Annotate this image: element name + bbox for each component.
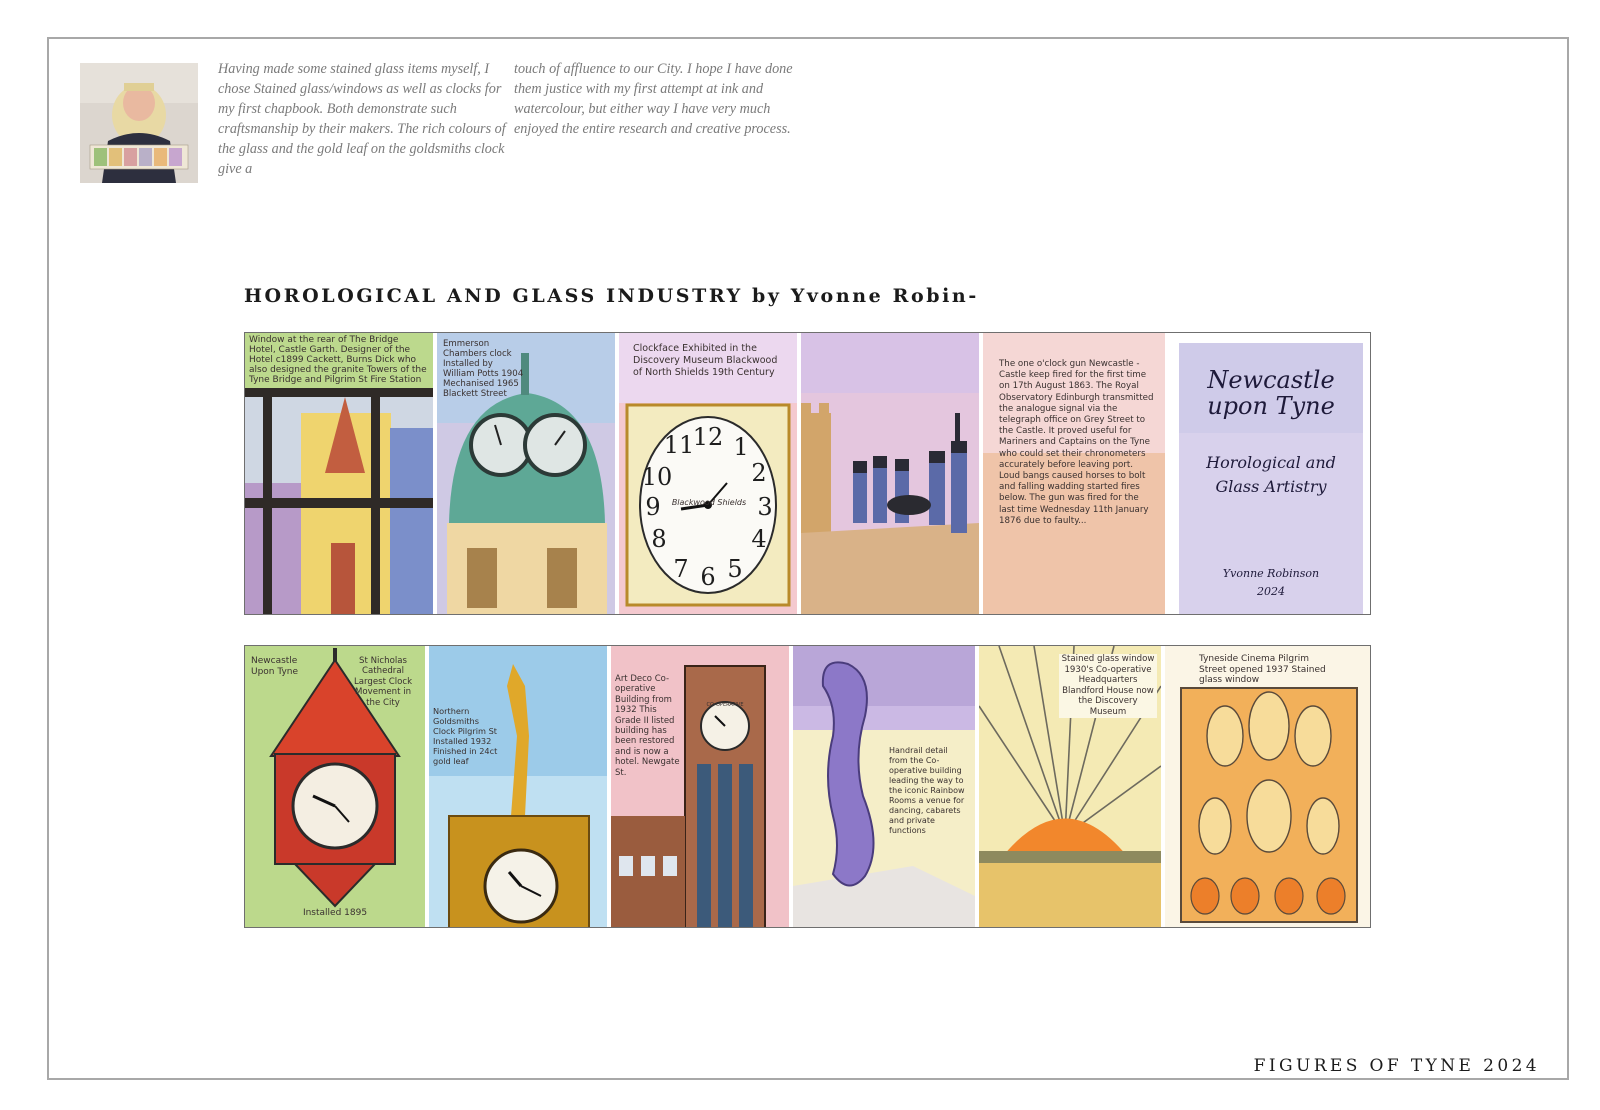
clock-dial-maker-label: Blackwood Shields [671, 498, 747, 507]
panel-7-caption-right: St Nicholas Cathedral Largest Clock Movement in the City [353, 656, 413, 708]
title-page-author: Yvonne Robinson [1222, 567, 1320, 580]
panel-1-caption: Window at the rear of The Bridge Hotel, Castle Garth. Designer of the Hotel c1899 Cackett, Burns Dick who also designed the granite Towers of the Tyne Bridge and Pilgrim St Fire Station [249, 335, 427, 385]
svg-text:4: 4 [751, 525, 767, 553]
chapbook-strip-bottom [244, 645, 1371, 928]
panel-cooperative-handrail [793, 646, 975, 927]
svg-text:2: 2 [751, 459, 767, 487]
svg-text:12: 12 [692, 423, 724, 451]
svg-text:9: 9 [645, 493, 661, 521]
panel-northern-goldsmiths-clock [429, 646, 607, 927]
section-heading: HOROLOGICAL AND GLASS INDUSTRY by Yvonne Robin- [244, 285, 979, 307]
panel-10-caption: Handrail detail from the Co-operative building leading the way to the iconic Rainbow Rooms a venue for dancing, cabarets and private functions [889, 746, 965, 835]
panel-blandford-house-stained-glass [979, 646, 1161, 927]
panel-3-caption: Clockface Exhibited in the Discovery Museum Blackwood of North Shields 19th Century [633, 343, 778, 378]
panel-11-caption: Stained glass window 1930's Co-operative Headquarters Blandford House now the Discovery Museum [1059, 654, 1157, 718]
panel-7-caption-left: Newcastle Upon Tyne [251, 656, 299, 677]
title-page-subtitle: Horological and Glass Artistry [1206, 453, 1336, 496]
panel-5-caption: The one o'clock gun Newcastle - Castle keep fired for the first time on 17th August 1863. The Royal Observatory Edinburgh transmitted the analogue signal via the telegraph office on Grey Street to the Castle. It proved useful for Mariners and Captains on the Tyne who could set their chronometers accurately before leaving port. Loud bangs caused horses to bolt and falling wadding started fires below. The gun was fired for the last time Wednesday 11th January 1876 due to faulty... [999, 359, 1154, 526]
panel-tyneside-cinema-stained-glass [1165, 646, 1371, 927]
footer-publication-title: FIGURES OF TYNE 2024 [1253, 1056, 1540, 1076]
panel-2-caption: Emmerson Chambers clock Installed by William Potts 1904 Mechanised 1965 Blackett Street [443, 339, 524, 399]
svg-text:8: 8 [651, 525, 667, 553]
panel-discovery-museum-clockface [619, 333, 797, 614]
panel-9-caption: Art Deco Co-operative Building from 1932 This Grade II listed building has been restored and is now a hotel. Newgate St. [615, 674, 680, 778]
panel-emmerson-chambers-clock [437, 333, 615, 614]
panel-12-caption: Tyneside Cinema Pilgrim Street opened 1937 Stained glass window [1199, 654, 1339, 686]
intro-text-column-1: Having made some stained glass items myself, I chose Stained glass/windows as well as clocks for my first chapbook. Both demonstrate such craftsmanship by their makers. The rich colours of the glass and the gold leaf on the goldsmiths clock give a [218, 61, 506, 177]
chapbook-strip-top [244, 332, 1371, 615]
panel-one-oclock-gun-history [983, 333, 1165, 614]
svg-text:7: 7 [673, 555, 689, 583]
svg-text:3: 3 [757, 493, 773, 521]
panel-art-deco-cooperative-building [611, 646, 789, 927]
svg-text:6: 6 [700, 563, 716, 591]
svg-text:11: 11 [663, 431, 695, 459]
author-photo [80, 63, 198, 183]
panel-chapbook-title-page [1169, 333, 1371, 614]
panel-bridge-hotel-window [245, 333, 433, 614]
panel-7-caption-bottom: Installed 1895 [302, 908, 368, 918]
clock-sign-label: CO-OPERATIVE [706, 702, 744, 708]
panel-8-caption: Northern Goldsmiths Clock Pilgrim St Installed 1932 Finished in 24ct gold leaf [433, 706, 498, 766]
svg-text:10: 10 [641, 463, 673, 491]
intro-text-column-2: touch of affluence to our City. I hope I have done them justice with my first attempt at ink and watercolour, but either way I have very much enjoyed the entire research and creative process. [514, 61, 793, 137]
title-page-title: Newcastle upon Tyne [1207, 366, 1335, 420]
panel-one-oclock-gun-crew [801, 333, 979, 614]
svg-text:1: 1 [733, 433, 749, 461]
svg-text:5: 5 [727, 555, 743, 583]
panel-st-nicholas-cathedral-clock [245, 646, 425, 927]
title-page-year: 2024 [1257, 585, 1285, 598]
